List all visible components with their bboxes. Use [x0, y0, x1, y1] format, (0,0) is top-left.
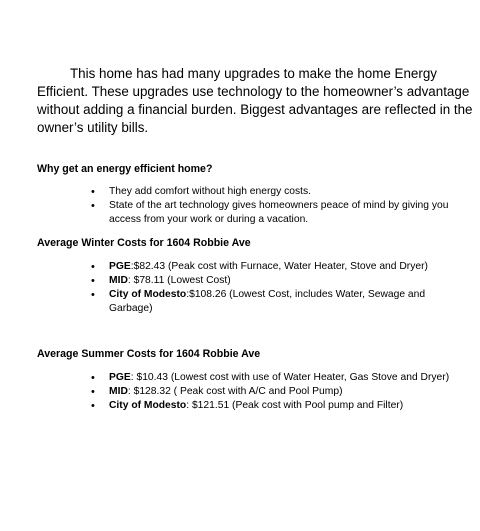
provider-label: MID	[109, 275, 128, 286]
list-item	[91, 260, 471, 274]
summer-list	[91, 371, 463, 413]
cost-text: : $128.32 ( Peak cost with A/C and Pool Pump)	[127, 386, 343, 397]
list-item	[91, 385, 463, 399]
cost-text: :$108.26 (Lowest Cost, includes Water, Sewage and Garbage)	[109, 289, 426, 314]
provider-label: City of Modesto	[109, 400, 187, 411]
list-item	[91, 288, 471, 316]
provider-label: PGE	[109, 261, 131, 272]
list-item: • They add comfort without high energy costs.	[91, 185, 473, 199]
list-item: • State of the art technology gives homeowners peace of mind by giving you access from your work or during a vacation.	[91, 199, 473, 227]
list-item	[91, 274, 471, 288]
list-item	[91, 399, 463, 413]
intro-paragraph	[37, 65, 477, 137]
provider-label: City of Modesto	[109, 289, 187, 300]
winter-heading: Average Winter Costs for 1604 Robbie Ave	[37, 237, 251, 249]
intro-line-3: without adding a financial burden. Biggest advantages are reflected in the	[37, 102, 473, 117]
summer-heading: Average Summer Costs for 1604 Robbie Ave	[37, 348, 261, 360]
why-list	[91, 185, 473, 227]
why-heading: Why get an energy efficient home?	[37, 163, 213, 175]
intro-line	[37, 65, 477, 83]
cost-text: : $78.11 (Lowest Cost)	[127, 275, 231, 286]
intro-line-4: owner’s utility bills.	[37, 120, 149, 135]
winter-list	[91, 260, 471, 316]
cost-text: :$82.43 (Peak cost with Furnace, Water Heater, Stove and Dryer)	[130, 261, 428, 272]
provider-label: MID	[109, 386, 128, 397]
cost-text: : $121.51 (Peak cost with Pool pump and Filter)	[186, 400, 404, 411]
cost-text: : $10.43 (Lowest cost with use of Water Heater, Gas Stove and Dryer)	[130, 372, 450, 383]
intro-line-2: Efficient. These upgrades use technology to the homeowner’s advantage	[37, 84, 470, 99]
list-item	[91, 371, 463, 385]
intro-line-1: This home has had many upgrades to make the home Energy	[70, 66, 437, 81]
provider-label: PGE	[109, 372, 131, 383]
